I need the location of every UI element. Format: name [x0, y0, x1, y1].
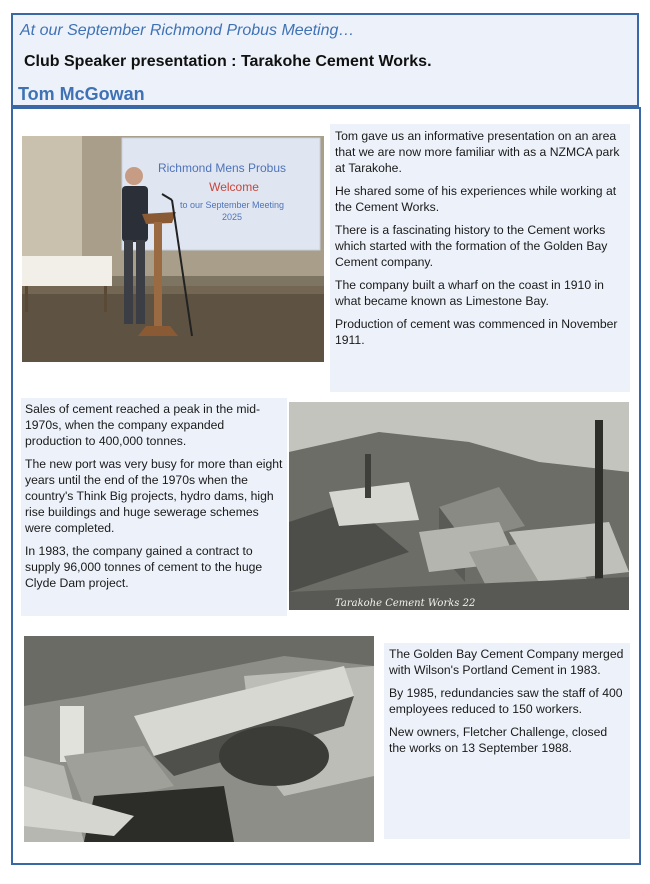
- section3-text: [384, 643, 630, 839]
- meeting-kicker: At our September Richmond Probus Meeting…: [20, 22, 355, 39]
- historic-photo-caption: Tarakohe Cement Works 22: [335, 598, 476, 609]
- section1-paragraph-4: The company built a wharf on the coast in 1910 in what became known as Limestone Bay.: [335, 278, 604, 308]
- section1-paragraph-2: He shared some of his experiences while working at the Cement Works.: [335, 184, 617, 214]
- screen-line-3: to our September Meeting: [179, 200, 285, 210]
- section3-paragraph-2: By 1985, redundancies saw the staff of 400 employees reduced to 150 workers.: [389, 686, 623, 716]
- screen-line-1: Richmond Mens Probus: [157, 161, 287, 175]
- section3-paragraph-3: New owners, Fletcher Challenge, closed the works on 13 September 1988.: [389, 725, 608, 755]
- screen-line-2: Welcome: [209, 180, 259, 194]
- section3-paragraph-1: The Golden Bay Cement Company merged with Wilson's Portland Cement in 1983.: [389, 647, 624, 677]
- speaker-name: Tom McGowan: [18, 84, 145, 104]
- section1-paragraph-3: There is a fascinating history to the Cement works which started with the formation of the Golden Bay Cement company.: [335, 223, 608, 269]
- speaker-photo: [22, 136, 324, 362]
- section2-paragraph-1: Sales of cement reached a peak in the mid-1970s, when the company expanded production to 400,000 tonnes.: [25, 402, 261, 448]
- section1-paragraph-5: Production of cement was commenced in November 1911.: [335, 317, 618, 347]
- section1-paragraph-1: Tom gave us an informative presentation on an area that we are now more familiar with as a NZMCA park at Tarakohe.: [335, 129, 620, 175]
- section2-paragraph-2: The new port was very busy for more than eight years until the end of the 1970s when the country's Think Big projects, hydro dams, high rise buildings and huge sewerage schemes were completed.: [25, 457, 283, 535]
- screen-line-4: 2025: [221, 212, 243, 222]
- header-box: [11, 13, 639, 107]
- section2-paragraph-3: In 1983, the company gained a contract to supply 96,000 tonnes of cement to the huge Clyde Dam project.: [25, 544, 263, 590]
- section1-text: [330, 124, 630, 392]
- section2-text: [21, 398, 287, 616]
- cement-works-historic-photo: [289, 402, 629, 610]
- presentation-title: Club Speaker presentation : Tarakohe Cement Works.: [24, 53, 432, 70]
- cement-works-aerial-photo: [24, 636, 374, 842]
